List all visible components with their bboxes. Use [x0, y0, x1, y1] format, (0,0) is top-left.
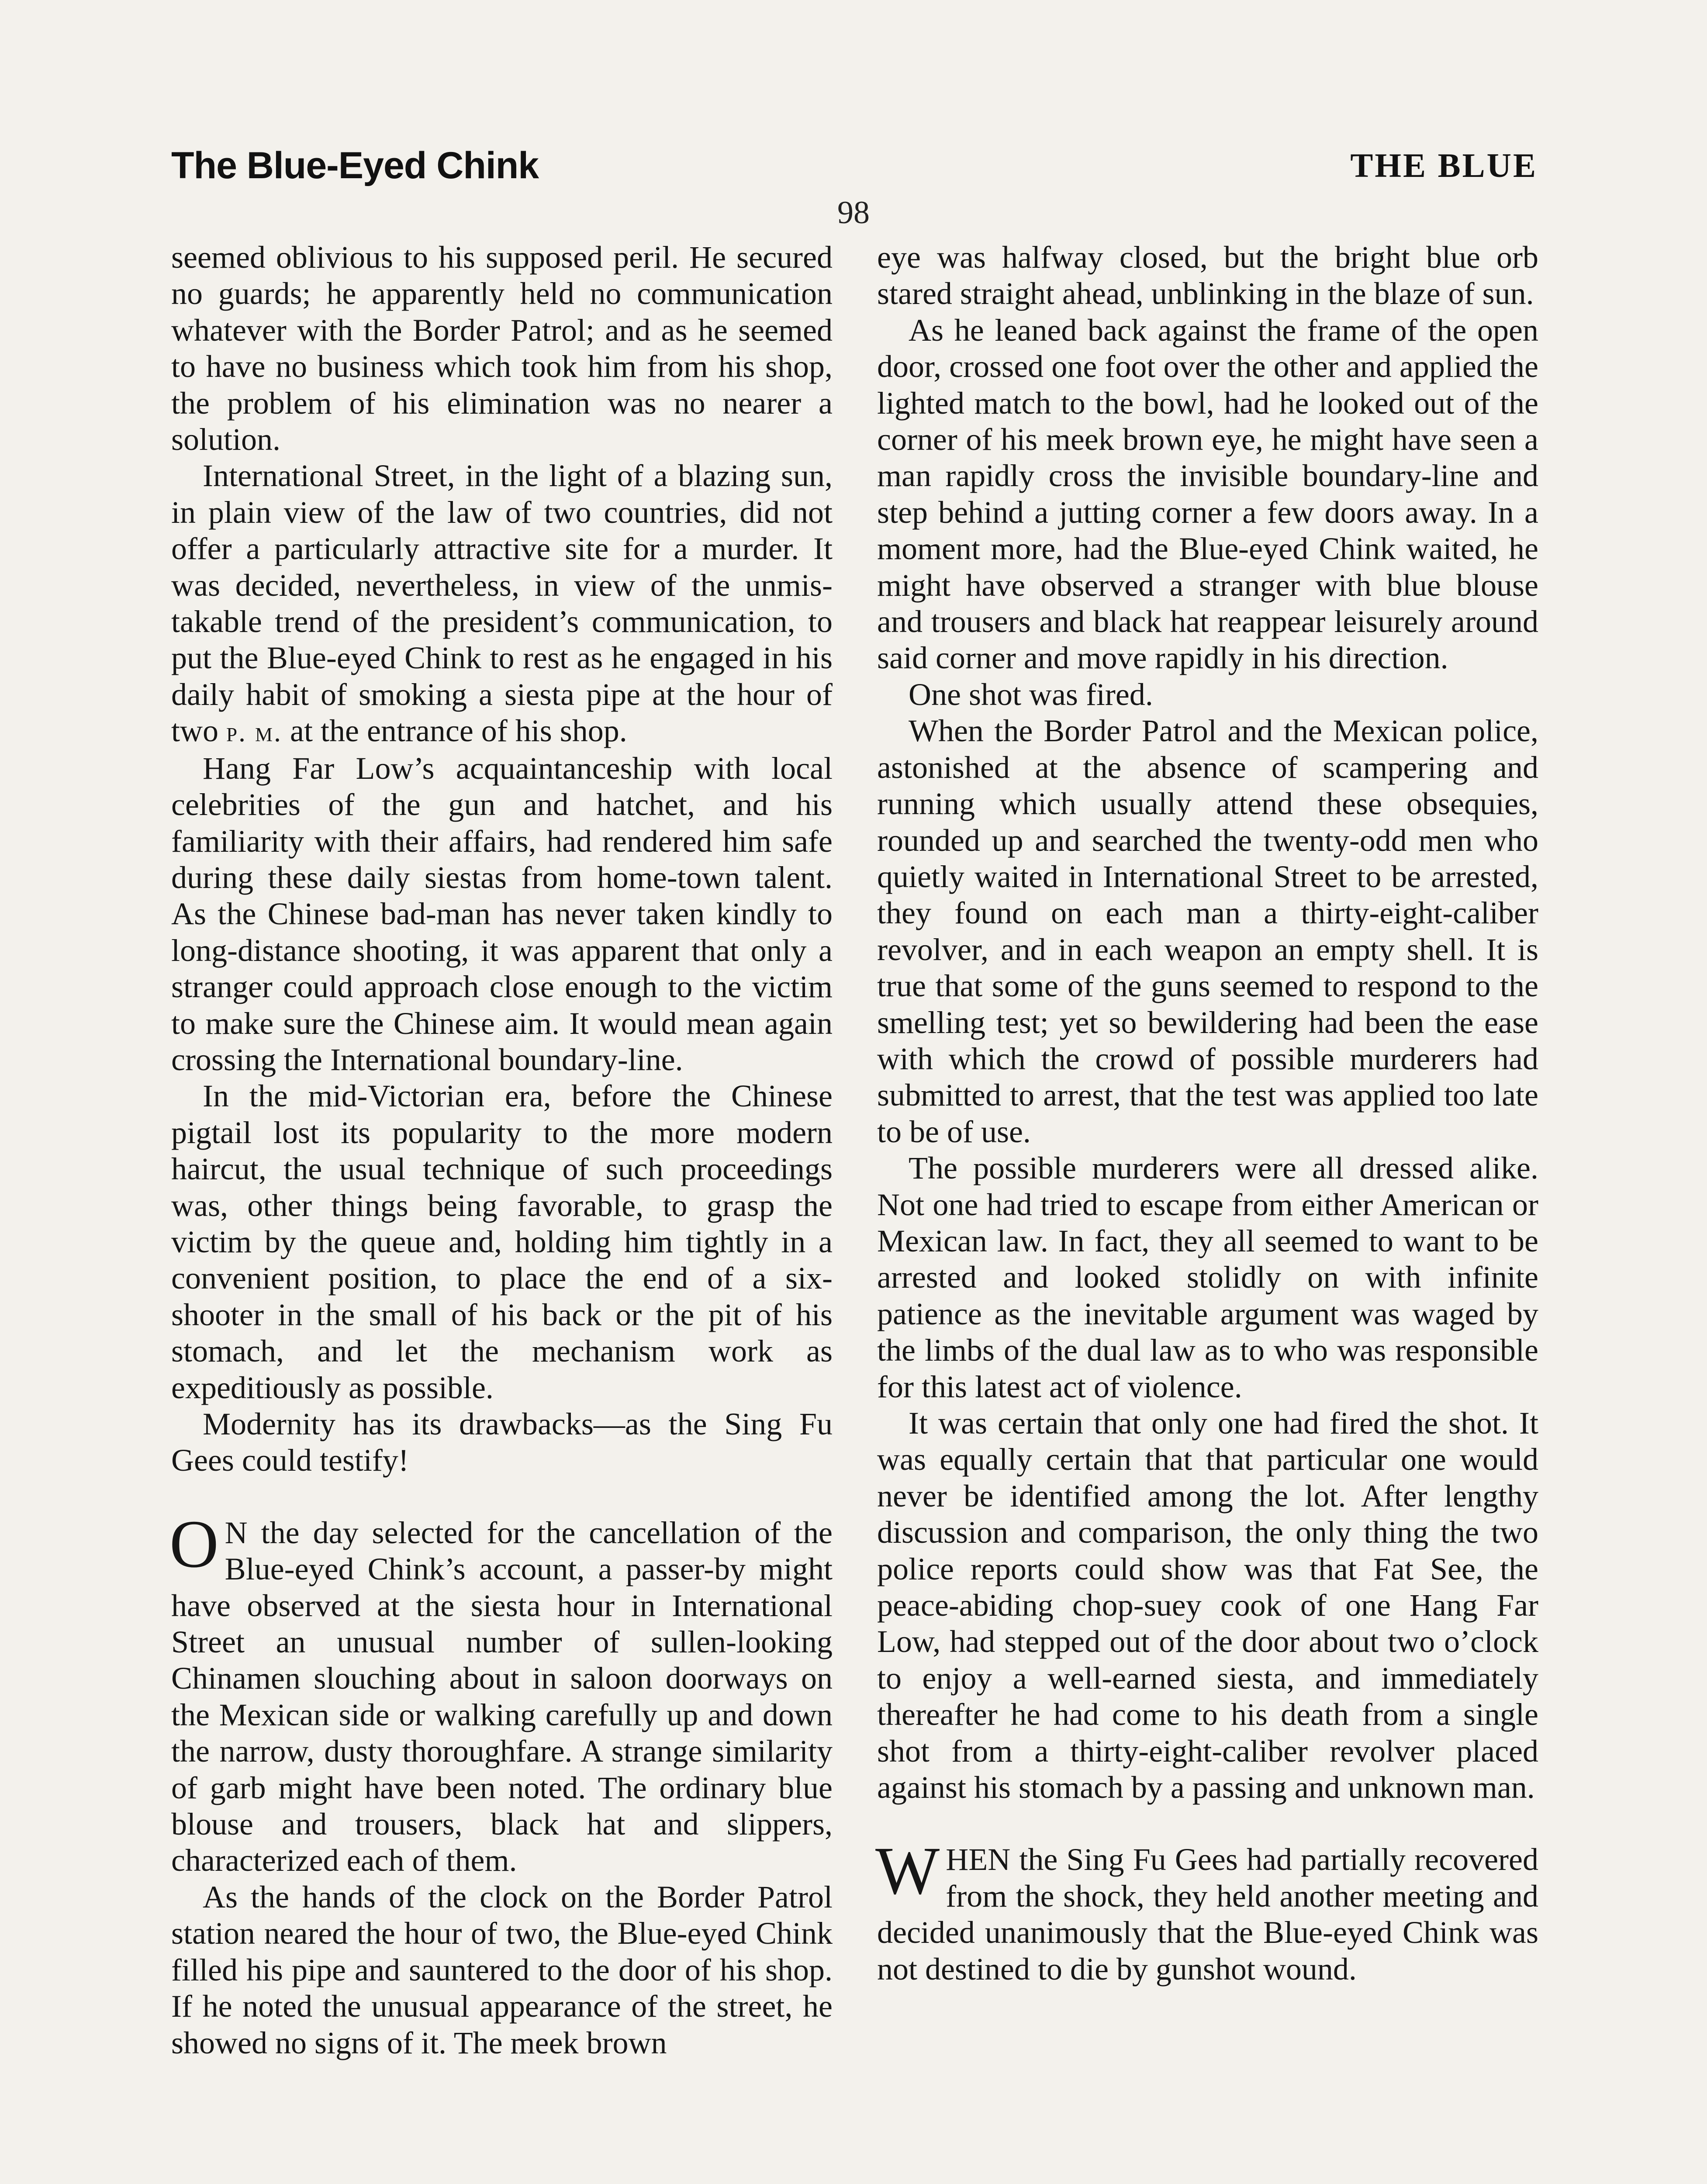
left-column: [171, 239, 833, 2061]
time-abbreviation: p. m.: [226, 716, 283, 748]
drop-cap: O: [169, 1506, 219, 1582]
paragraph: It was certain that only one had fired the shot. It was equally certain that that particular one would never be identified among the lot. After lengthy discussion and comparison, the only thing the two police reports could show was that Fat See, the peace-abiding chop-suey cook of one Hang Far Low, had stepped out of the door about two o’clock to enjoy a well-earned siesta, and immediately thereafter he had come to his death from a single shot from a thirty-eight-caliber revolver placed against his stomach by a passing and unknown man.: [877, 1406, 1538, 1805]
paragraph: As the hands of the clock on the Border Patrol station neared the hour of two, the Blue-eyed Chink filled his pipe and sauntered to the door of his shop. If he noted the unusual appearance of the street, he showed no signs of it. The meek brown: [171, 1879, 833, 2060]
paragraph-text: at the entrance of his shop.: [290, 713, 627, 749]
story-title: The Blue-Eyed Chink: [171, 145, 539, 187]
paragraph-text: HEN the Sing Fu Gees had partially recovered from the shock, they held another meeting and decided unanimously that the Blue-eyed Chink was not destined to die by gunshot wound.: [877, 1842, 1538, 1987]
right-column: [877, 239, 1538, 1987]
page-number: 98: [837, 195, 870, 231]
paragraph: One shot was fired.: [909, 677, 1153, 712]
paragraph: Modernity has its drawbacks—as the Sing Fu Gees could testify!: [171, 1406, 833, 1478]
paragraph: In the mid-Victorian era, before the Chinese pigtail lost its popularity to the more modern haircut, the usual technique of such proceedings was, other things being favorable, to grasp the victim by the queue and, holding him tightly in a convenient position, to place the end of a six-shooter in the small of his back or the pit of his stomach, and let the mechanism work as expeditiously as possible.: [171, 1078, 833, 1405]
paragraph: The possible murderers were all dressed alike. Not one had tried to escape from either American or Mexican law. In fact, they all seemed to want to be arrested and looked stolidly on with infinite patience as the inevitable argument was waged by the limbs of the dual law as to who was responsible for this latest act of violence.: [877, 1151, 1538, 1404]
paragraph: [171, 458, 833, 750]
paragraph: Hang Far Low’s acquaintanceship with local celebrities of the gun and hatchet, and his familiarity with their affairs, had rendered him safe during these daily siestas from home-town talent. As the Chinese bad-man has never taken kindly to long-distance shooting, it was apparent that only a stranger could approach close enough to the victim to make sure the Chinese aim. It would mean again crossing the International boundary-line.: [171, 750, 833, 1077]
paragraph-text: N the day selected for the cancellation of the Blue-eyed Chink’s account, a passer-by might have observed at the siesta hour in International Street an unusual number of sullen-looking Chinamen slouching about in saloon doorways on the Mexican side or walking carefully up and down the narrow, dusty thoroughfare. A strange similarity of garb might have been noted. The ordinary blue blouse and trousers, black hat and slippers, characterized each of them.: [171, 1515, 833, 1878]
paragraph: When the Border Patrol and the Mexican police, astonished at the absence of scampering and running which usually attend these obsequies, rounded up and searched the twenty-odd men who quietly waited in International Street to be arrested, they found on each man a thirty-eight-caliber revolver, and in each weapon an empty shell. It is true that some of the guns seemed to respond to the smelling test; yet so bewildering had been the ease with which the crowd of possible murderers had submitted to arrest, that the test was applied too late to be of use.: [877, 713, 1538, 1149]
paragraph: eye was halfway closed, but the bright blue orb stared straight ahead, unblinking in the blaze of sun.: [877, 240, 1538, 311]
paragraph: As he leaned back against the frame of the open door, crossed one foot over the other and applied the lighted match to the bowl, had he looked out of the corner of his meek brown eye, he might have seen a man rapidly cross the invisible boundary-line and step behind a jutting corner a few doors away. In a moment more, had the Blue-eyed Chink waited, he might have observed a stranger with blue blouse and trousers and black hat reappear leisurely around said corner and move rapidly in his direction.: [877, 312, 1538, 676]
magazine-title: THE BLUE: [1350, 146, 1538, 184]
section-paragraph: [169, 1506, 833, 1879]
paragraph-text: International Street, in the light of a blazing sun, in plain view of the law of two countries, did not offer a particularly attractive site for a murder. It was decided, nevertheless, in view of the unmistakable trend of the president’s communication, to put the Blue-eyed Chink to rest as he engaged in his daily habit of smoking a siesta pipe at the hour of two: [171, 458, 833, 749]
section-paragraph: [875, 1833, 1538, 1987]
drop-cap: W: [875, 1833, 940, 1909]
paragraph: seemed oblivious to his supposed peril. He secured no guards; he apparently held no communication whatever with the Border Patrol; and as he seemed to have no business which took him from his shop, the problem of his elimination was no nearer a solution.: [171, 240, 833, 457]
